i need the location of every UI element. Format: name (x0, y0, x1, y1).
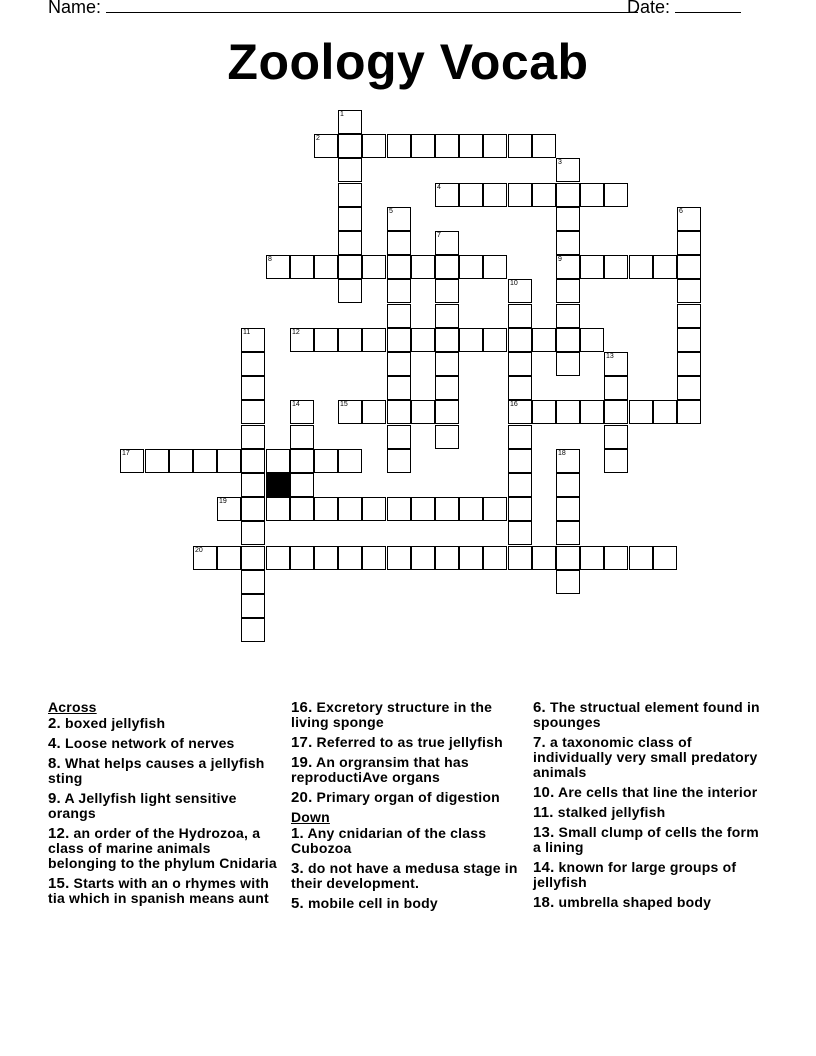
grid-cell[interactable] (193, 546, 217, 570)
clue-across-9 (48, 791, 280, 821)
grid-cell[interactable] (580, 400, 604, 424)
clue-number: 2. (48, 715, 61, 732)
grid-cell[interactable] (145, 449, 169, 473)
grid-cell[interactable] (677, 231, 701, 255)
grid-cell[interactable] (629, 400, 653, 424)
grid-cell[interactable] (387, 425, 411, 449)
clue-down-6 (533, 700, 765, 730)
grid-cell[interactable] (677, 352, 701, 376)
clue-text: Primary organ of digestion (316, 789, 500, 805)
cell-number: 6 (679, 208, 683, 215)
date-field (627, 0, 741, 18)
grid-cell[interactable] (556, 279, 580, 303)
grid-cell[interactable] (580, 328, 604, 352)
grid-cell[interactable] (508, 521, 532, 545)
grid-cell[interactable] (435, 497, 459, 521)
grid-cell[interactable] (362, 328, 386, 352)
clue-down-13 (533, 825, 765, 855)
clue-text: an order of the Hydrozoa, a class of marine animals belonging to the phylum Cnidaria (48, 825, 277, 871)
grid-cell[interactable] (556, 183, 580, 207)
grid-cell[interactable] (387, 279, 411, 303)
grid-cell[interactable] (556, 207, 580, 231)
grid-cell[interactable] (266, 546, 290, 570)
clue-number: 7. (533, 734, 546, 751)
grid-cell[interactable] (241, 328, 265, 352)
grid-cell[interactable] (241, 570, 265, 594)
grid-cell[interactable] (604, 546, 628, 570)
cell-number: 13 (606, 353, 614, 360)
grid-cell[interactable] (411, 497, 435, 521)
grid-cell[interactable] (556, 255, 580, 279)
grid-cell[interactable] (290, 497, 314, 521)
grid-cell[interactable] (290, 449, 314, 473)
grid-cell[interactable] (459, 328, 483, 352)
page-title: Zoology Vocab (227, 34, 589, 90)
grid-cell[interactable] (338, 400, 362, 424)
cell-number: 19 (219, 498, 227, 505)
clue-down-1 (291, 826, 523, 856)
grid-cell[interactable] (435, 425, 459, 449)
grid-cell[interactable] (459, 255, 483, 279)
grid-cell[interactable] (532, 134, 556, 158)
grid-cell[interactable] (266, 449, 290, 473)
cell-number: 16 (510, 401, 518, 408)
grid-cell[interactable] (483, 497, 507, 521)
grid-cell[interactable] (435, 400, 459, 424)
grid-cell[interactable] (338, 134, 362, 158)
grid-cell[interactable] (217, 449, 241, 473)
grid-cell[interactable] (508, 449, 532, 473)
clue-text: Excretory structure in the living sponge (291, 699, 493, 730)
grid-cell[interactable] (508, 376, 532, 400)
grid-cell[interactable] (483, 183, 507, 207)
clue-text: An orgransim that has reproductiAve organs (291, 754, 469, 785)
clue-column-3 (533, 700, 765, 915)
grid-cell[interactable] (580, 546, 604, 570)
grid-cell[interactable] (435, 328, 459, 352)
grid-cell[interactable] (169, 449, 193, 473)
clue-number: 17. (291, 734, 313, 751)
clue-text: Referred to as true jellyfish (316, 734, 503, 750)
grid-cell[interactable] (290, 255, 314, 279)
grid-cell[interactable] (435, 183, 459, 207)
grid-cell[interactable] (435, 546, 459, 570)
cell-number: 8 (268, 256, 272, 263)
grid-cell[interactable] (338, 546, 362, 570)
clue-down-7 (533, 735, 765, 780)
cell-number: 10 (510, 280, 518, 287)
grid-cell[interactable] (604, 183, 628, 207)
grid-cell[interactable] (677, 304, 701, 328)
grid-cell[interactable] (508, 546, 532, 570)
grid-cell[interactable] (556, 449, 580, 473)
grid-cell[interactable] (387, 134, 411, 158)
grid-cell[interactable] (338, 158, 362, 182)
grid-cell[interactable] (387, 255, 411, 279)
cell-number: 1 (340, 111, 344, 118)
grid-cell[interactable] (556, 497, 580, 521)
clue-across-12 (48, 826, 280, 871)
grid-cell[interactable] (435, 255, 459, 279)
clue-across-17 (291, 735, 523, 750)
grid-cell[interactable] (338, 255, 362, 279)
grid-cell[interactable] (362, 497, 386, 521)
cell-number: 14 (292, 401, 300, 408)
grid-cell[interactable] (435, 304, 459, 328)
clue-text: Loose network of nerves (65, 735, 235, 751)
grid-cell[interactable] (290, 546, 314, 570)
grid-cell[interactable] (508, 279, 532, 303)
grid-cell[interactable] (411, 400, 435, 424)
grid-cell[interactable] (411, 134, 435, 158)
clue-text: boxed jellyfish (65, 715, 166, 731)
grid-cell[interactable] (290, 473, 314, 497)
grid-cell[interactable] (387, 304, 411, 328)
grid-cell[interactable] (387, 497, 411, 521)
name-field (48, 0, 638, 18)
clue-column-2 (291, 700, 523, 916)
grid-cell[interactable] (338, 207, 362, 231)
grid-cell[interactable] (338, 110, 362, 134)
grid-cell[interactable] (411, 328, 435, 352)
grid-cell[interactable] (241, 376, 265, 400)
clue-text: What helps causes a jellyfish sting (48, 755, 265, 786)
grid-cell[interactable] (677, 328, 701, 352)
clue-down-3 (291, 861, 523, 891)
grid-cell[interactable] (483, 546, 507, 570)
grid-cell[interactable] (532, 546, 556, 570)
grid-cell[interactable] (338, 183, 362, 207)
grid-cell[interactable] (459, 134, 483, 158)
grid-cell[interactable] (241, 618, 265, 642)
grid-cell[interactable] (387, 328, 411, 352)
grid-cell[interactable] (508, 352, 532, 376)
grid-cell[interactable] (508, 400, 532, 424)
cell-number: 18 (558, 450, 566, 457)
grid-cell[interactable] (629, 255, 653, 279)
grid-cell[interactable] (338, 279, 362, 303)
grid-cell[interactable] (120, 449, 144, 473)
grid-cell[interactable] (604, 255, 628, 279)
clue-text: The structual element found in spounges (533, 699, 760, 730)
date-label: Date: (627, 0, 671, 17)
grid-cell[interactable] (556, 546, 580, 570)
clue-column-1 (48, 700, 280, 911)
clue-text: A Jellyfish light sensitive orangs (48, 790, 237, 821)
cell-number: 15 (340, 401, 348, 408)
clue-down-10 (533, 785, 765, 800)
grid-cell[interactable] (241, 473, 265, 497)
grid-cell[interactable] (459, 183, 483, 207)
grid-cell[interactable] (435, 231, 459, 255)
grid-cell[interactable] (217, 497, 241, 521)
grid-cell[interactable] (387, 400, 411, 424)
clue-text: do not have a medusa stage in their development. (291, 860, 518, 891)
clue-number: 3. (291, 860, 304, 877)
name-label: Name: (48, 0, 102, 17)
grid-cell[interactable] (411, 255, 435, 279)
grid-cell[interactable] (241, 546, 265, 570)
grid-cell[interactable] (677, 400, 701, 424)
grid-cell[interactable] (241, 497, 265, 521)
clue-text: mobile cell in body (308, 895, 438, 911)
clue-across-2 (48, 716, 280, 731)
grid-cell[interactable] (387, 546, 411, 570)
grid-cell[interactable] (314, 134, 338, 158)
cell-number: 11 (243, 329, 251, 336)
grid-cell[interactable] (411, 546, 435, 570)
grid-cell[interactable] (387, 449, 411, 473)
grid-cell[interactable] (241, 425, 265, 449)
cell-number: 12 (292, 329, 300, 336)
clue-number: 4. (48, 735, 61, 752)
grid-cell[interactable] (241, 594, 265, 618)
clue-down-18 (533, 895, 765, 910)
clue-text: Any cnidarian of the class Cubozoa (291, 825, 487, 856)
grid-cell[interactable] (653, 546, 677, 570)
grid-cell[interactable] (314, 449, 338, 473)
grid-cell[interactable] (532, 328, 556, 352)
grid-cell[interactable] (508, 425, 532, 449)
cell-number: 2 (316, 135, 320, 142)
clue-across-4 (48, 736, 280, 751)
clue-number: 12. (48, 825, 70, 842)
clue-number: 19. (291, 754, 313, 771)
grid-cell[interactable] (193, 449, 217, 473)
grid-cell[interactable] (362, 255, 386, 279)
grid-cell[interactable] (290, 400, 314, 424)
grid-cell[interactable] (338, 328, 362, 352)
grid-cell[interactable] (314, 497, 338, 521)
grid-cell[interactable] (241, 521, 265, 545)
cell-number: 17 (122, 450, 130, 457)
cell-number: 20 (195, 547, 203, 554)
clue-text: a taxonomic class of individually very small predatory animals (533, 734, 758, 780)
grid-cell[interactable] (508, 328, 532, 352)
across-heading: Across (48, 699, 97, 715)
cell-number: 7 (437, 232, 441, 239)
grid-cell[interactable] (508, 183, 532, 207)
cell-number: 5 (389, 208, 393, 215)
black-square (266, 473, 290, 497)
clue-number: 15. (48, 875, 70, 892)
grid-cell[interactable] (241, 400, 265, 424)
clue-across-8 (48, 756, 280, 786)
clue-number: 8. (48, 755, 61, 772)
clue-across-16 (291, 700, 523, 730)
grid-cell[interactable] (435, 134, 459, 158)
grid-cell[interactable] (556, 473, 580, 497)
grid-cell[interactable] (677, 376, 701, 400)
grid-cell[interactable] (556, 521, 580, 545)
grid-cell[interactable] (314, 546, 338, 570)
clue-across-19 (291, 755, 523, 785)
grid-cell[interactable] (387, 376, 411, 400)
clue-number: 16. (291, 699, 313, 716)
grid-cell[interactable] (604, 352, 628, 376)
grid-cell[interactable] (241, 449, 265, 473)
grid-cell[interactable] (338, 231, 362, 255)
grid-cell[interactable] (290, 425, 314, 449)
clue-across-20 (291, 790, 523, 805)
grid-cell[interactable] (362, 400, 386, 424)
grid-cell[interactable] (290, 328, 314, 352)
grid-cell[interactable] (580, 255, 604, 279)
name-line (106, 0, 638, 13)
grid-cell[interactable] (435, 352, 459, 376)
clue-down-14 (533, 860, 765, 890)
grid-cell[interactable] (532, 400, 556, 424)
clue-number: 20. (291, 789, 313, 806)
grid-cell[interactable] (459, 546, 483, 570)
clue-across-15 (48, 876, 280, 906)
grid-cell[interactable] (314, 328, 338, 352)
grid-cell[interactable] (508, 304, 532, 328)
grid-cell[interactable] (435, 279, 459, 303)
grid-cell[interactable] (508, 134, 532, 158)
clue-text: Small clump of cells the form a lining (533, 824, 759, 855)
grid-cell[interactable] (387, 352, 411, 376)
grid-cell[interactable] (483, 328, 507, 352)
grid-cell[interactable] (387, 207, 411, 231)
clue-number: 1. (291, 825, 304, 842)
clue-number: 11. (533, 804, 554, 821)
grid-cell[interactable] (556, 352, 580, 376)
grid-cell[interactable] (241, 352, 265, 376)
grid-cell[interactable] (314, 255, 338, 279)
grid-cell[interactable] (604, 449, 628, 473)
clue-down-11 (533, 805, 765, 820)
grid-cell[interactable] (604, 376, 628, 400)
grid-cell[interactable] (629, 546, 653, 570)
clue-number: 18. (533, 894, 555, 911)
clue-text: known for large groups of jellyfish (533, 859, 737, 890)
clue-text: Are cells that line the interior (558, 784, 758, 800)
grid-cell[interactable] (459, 497, 483, 521)
grid-cell[interactable] (508, 473, 532, 497)
clue-number: 14. (533, 859, 555, 876)
grid-cell[interactable] (556, 570, 580, 594)
date-line (675, 0, 741, 13)
clue-down-5 (291, 896, 523, 911)
clue-text: stalked jellyfish (557, 804, 666, 820)
grid-cell[interactable] (266, 255, 290, 279)
down-heading: Down (291, 809, 330, 825)
grid-cell[interactable] (556, 231, 580, 255)
clue-number: 6. (533, 699, 546, 716)
cell-number: 9 (558, 256, 562, 263)
grid-cell[interactable] (338, 449, 362, 473)
grid-cell[interactable] (483, 134, 507, 158)
clue-text: umbrella shaped body (558, 894, 712, 910)
grid-cell[interactable] (362, 134, 386, 158)
grid-cell[interactable] (362, 546, 386, 570)
clue-number: 5. (291, 895, 304, 912)
grid-cell[interactable] (387, 231, 411, 255)
grid-cell[interactable] (556, 400, 580, 424)
grid-cell[interactable] (677, 255, 701, 279)
cell-number: 4 (437, 184, 441, 191)
grid-cell[interactable] (677, 279, 701, 303)
clue-number: 10. (533, 784, 555, 801)
grid-cell[interactable] (266, 497, 290, 521)
grid-cell[interactable] (556, 328, 580, 352)
grid-cell[interactable] (580, 183, 604, 207)
clue-text: Starts with an o rhymes with tia which in spanish means aunt (48, 875, 269, 906)
grid-cell[interactable] (508, 497, 532, 521)
grid-cell[interactable] (556, 304, 580, 328)
grid-cell[interactable] (653, 400, 677, 424)
clue-number: 13. (533, 824, 555, 841)
grid-cell[interactable] (653, 255, 677, 279)
grid-cell[interactable] (556, 158, 580, 182)
grid-cell[interactable] (217, 546, 241, 570)
grid-cell[interactable] (435, 376, 459, 400)
clue-number: 9. (48, 790, 61, 807)
grid-cell[interactable] (532, 183, 556, 207)
cell-number: 3 (558, 159, 562, 166)
grid-cell[interactable] (604, 425, 628, 449)
grid-cell[interactable] (677, 207, 701, 231)
grid-cell[interactable] (338, 497, 362, 521)
grid-cell[interactable] (604, 400, 628, 424)
grid-cell[interactable] (483, 255, 507, 279)
